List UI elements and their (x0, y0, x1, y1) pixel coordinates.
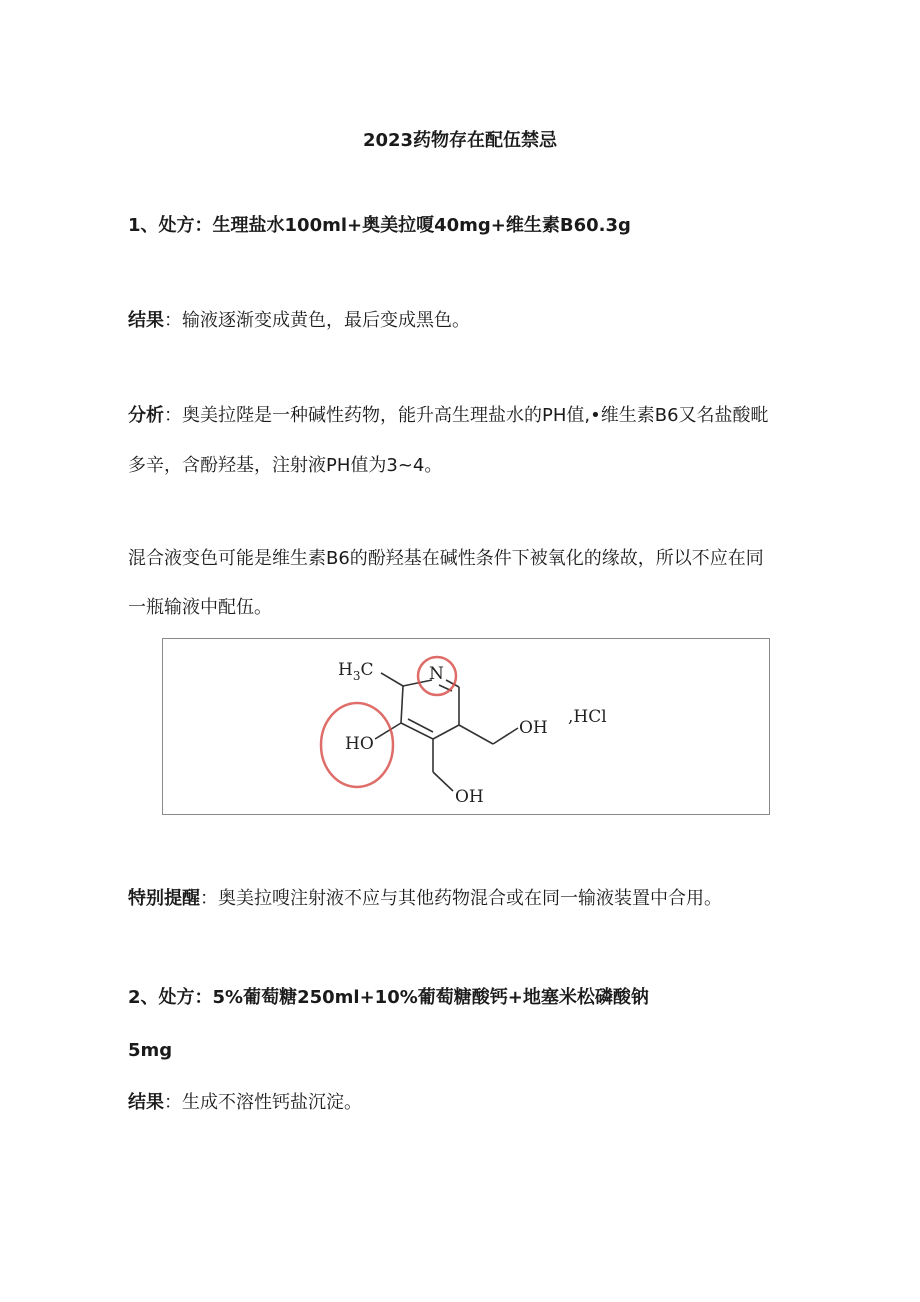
analysis-text: ：奥美拉陛是一种碱性药物，能升高生理盐水的PH值,•维生素B6又名盐酸毗 (164, 405, 769, 426)
hydroxyl-right-label: OH (519, 718, 548, 738)
methyl-label: $H_3C$ (338, 660, 374, 683)
chemical-structure-figure (162, 638, 770, 815)
analysis-label: 分析 (128, 405, 164, 426)
case2-heading-line2: 5mg (128, 1040, 173, 1061)
ring-bonds (375, 673, 518, 791)
warning-text: ：奥美拉嗖注射液不应与其他药物混合或在同一输液装置中合用。 (200, 888, 722, 909)
case2-heading-line1: 2、处方：5%葡萄糖250ml+10%葡萄糖酸钙+地塞米松磷酸钠 (128, 987, 649, 1008)
case2-result (128, 1090, 362, 1116)
result-text: ：输液逐渐变成黄色，最后变成黑色。 (164, 310, 470, 331)
result-label: 结果 (128, 1092, 164, 1113)
case1-result (128, 308, 470, 334)
case1-heading: 1、处方：生理盐水100ml+奥美拉嗄40mg+维生素B60.3g (128, 215, 631, 236)
pyridoxine-structure-diagram (163, 639, 769, 814)
case1-analysis-line1 (128, 403, 769, 429)
warning-label: 特别提醒 (128, 888, 200, 909)
hydroxyl-ho-label: HO (345, 734, 374, 754)
case1-explain-line1: 混合液变色可能是维生素B6的酚羟基在碱性条件下被氧化的缘故，所以不应在同 (128, 548, 764, 569)
nitrogen-label: N (429, 664, 444, 684)
hydroxyl-bottom-label: OH (455, 787, 484, 807)
hcl-label: ,HCl (568, 707, 607, 727)
case1-warning (128, 886, 722, 912)
case1-explain-line2: 一瓶输液中配伍。 (128, 597, 272, 618)
case1-analysis-line2: 多辛，含酚羟基，注射液PH值为3~4。 (128, 455, 443, 476)
result-label: 结果 (128, 310, 164, 331)
result-text: ：生成不溶性钙盐沉淀。 (164, 1092, 362, 1113)
document-title: 2023药物存在配伍禁忌 (362, 130, 558, 151)
